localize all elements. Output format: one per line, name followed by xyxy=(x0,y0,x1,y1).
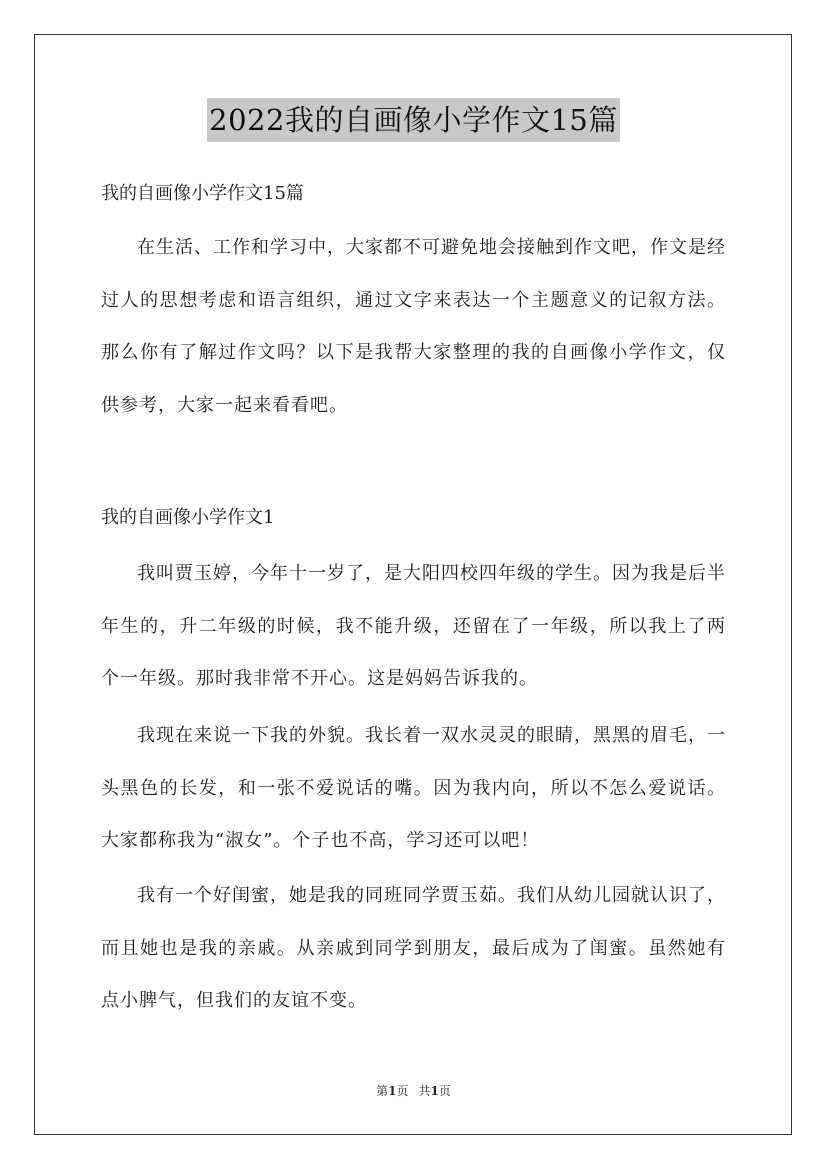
intro-paragraph: 在生活、工作和学习中，大家都不可避免地会接触到作文吧，作文是经过人的思想考虑和语言组织，通过文字来表达一个主题意义的记叙方法。那么你有了解过作文吗？以下是我帮大家整理的我的自画像小学作文，仅供参考，大家一起来看看吧。 xyxy=(101,237,726,416)
body-paragraph: 我现在来说一下我的外貌。我长着一双水灵灵的眼睛，黑黑的眉毛，一头黑色的长发，和一张不爱说话的嘴。因为我内向，所以不怎么爱说话。大家都称我为“淑女”。个子也不高，学习还可以吧！ xyxy=(101,725,726,852)
document-title: 2022我的自画像小学作文15篇 xyxy=(207,98,620,142)
page-footer xyxy=(0,1082,827,1100)
document-subtitle: 我的自画像小学作文15篇 xyxy=(101,183,304,204)
page-number: 第1页 xyxy=(376,1084,409,1098)
title-container xyxy=(0,98,827,142)
page-total: 共1页 xyxy=(418,1084,451,1098)
section-heading: 我的自画像小学作文1 xyxy=(101,507,275,528)
body-paragraph: 我叫贾玉婷，今年十一岁了，是大阳四校四年级的学生。因为我是后半年生的，升二年级的时候，我不能升级，还留在了一年级，所以我上了两个一年级。那时我非常不开心。这是妈妈告诉我的。 xyxy=(101,563,726,690)
body-paragraph: 我有一个好闺蜜，她是我的同班同学贾玉茹。我们从幼儿园就认识了，而且她也是我的亲戚。从亲戚到同学到朋友，最后成为了闺蜜。虽然她有点小脾气，但我们的友谊不变。 xyxy=(101,885,726,1012)
